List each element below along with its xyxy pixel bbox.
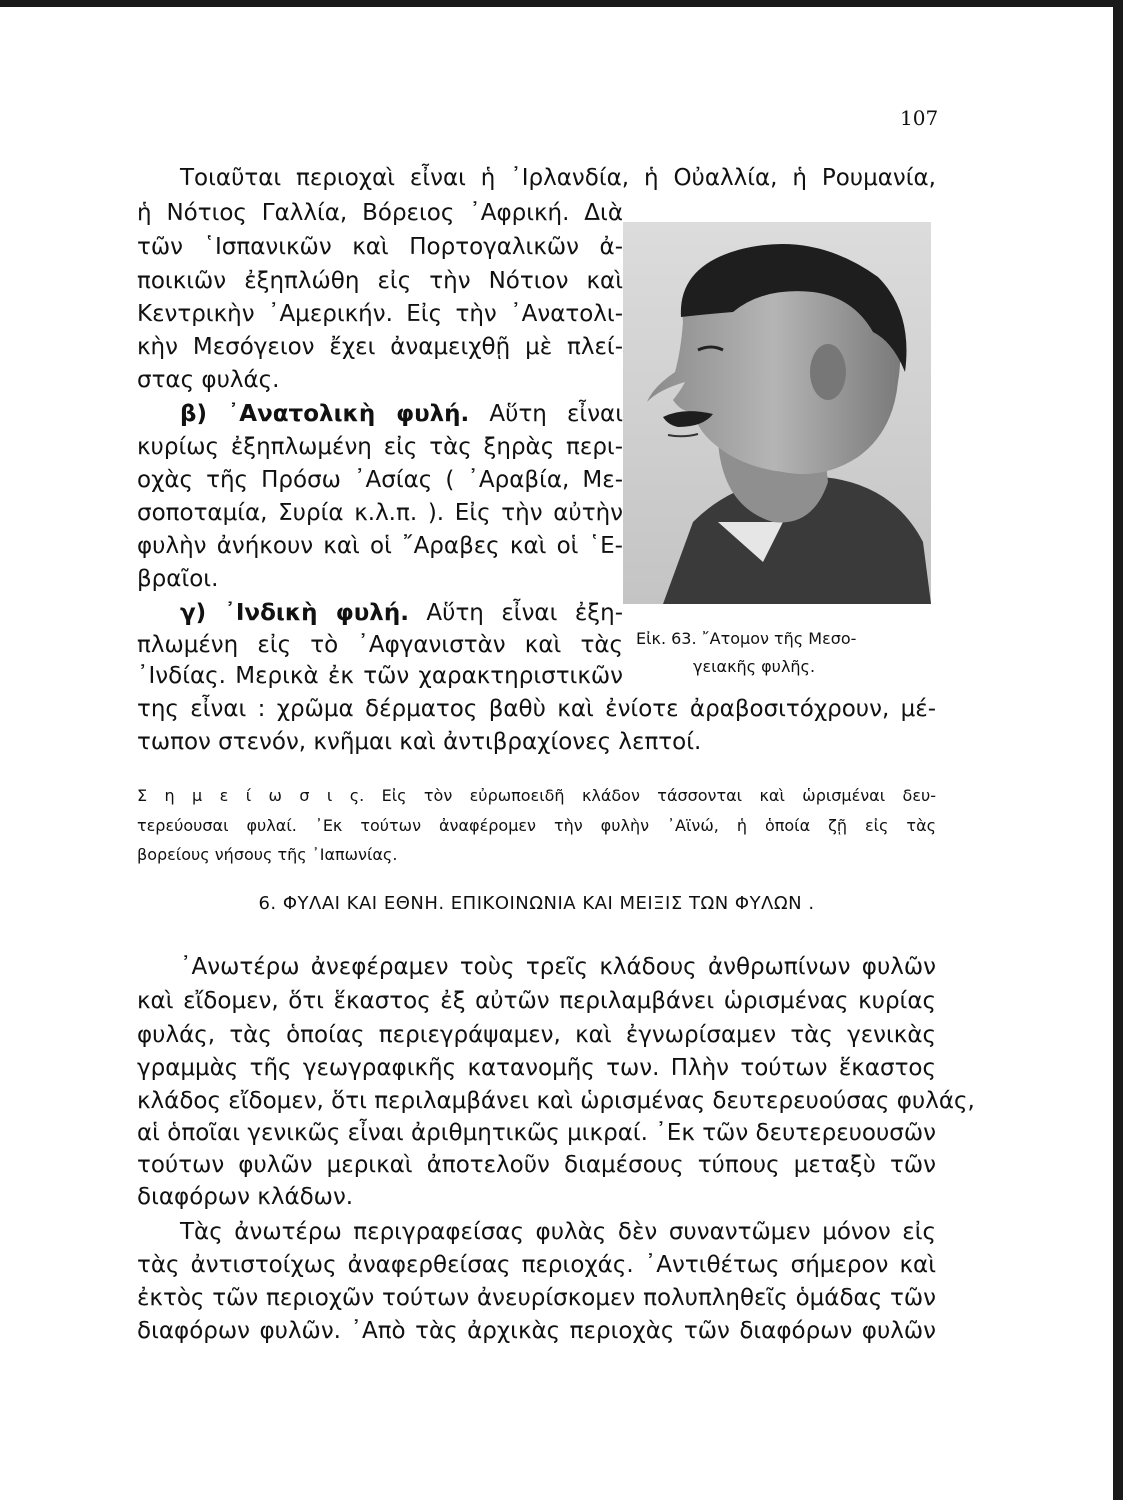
text-line: σοποταμία, Συρία κ.λ.π. ). Εἰς τὴν αὐτὴν [137, 500, 623, 526]
note-label: Σ η μ ε ί ω σ ι ς. [137, 786, 365, 805]
figure-caption-line1: Εἰκ. 63. ῎Ατομον τῆς Μεσο- [636, 629, 857, 648]
text-line: φυλὴν ἀνήκουν καὶ οἱ ῎Αραβες καὶ οἱ ῾Ε- [137, 533, 623, 559]
note-first-line [137, 784, 936, 808]
section-heading: 6. ΦΥΛΑΙ ΚΑΙ ΕΘΝΗ. ΕΠΙΚΟΙΝΩΝΙΑ ΚΑΙ ΜΕΙΞΙΣ ΤΩΝ ΦΥΛΩΝ . [258, 893, 815, 914]
scan-right-edge [1113, 0, 1123, 1500]
text-line: γραμμὰς τῆς γεωγραφικῆς κατανομῆς των. Πλὴν τούτων ἕκαστος [137, 1055, 936, 1081]
beta-first-line [180, 398, 623, 430]
beta-heading: β) ᾿Ανατολικὴ φυλή. [180, 401, 470, 427]
text-line: στας φυλάς. [137, 367, 280, 393]
text-line: Τοιαῦται περιοχαὶ εἶναι ἡ ᾿Ιρλανδία, ἡ Οὐαλλία, ἡ Ρουμανία, [180, 165, 936, 191]
scan-top-edge [0, 0, 1123, 7]
text-line: διαφόρων φυλῶν. ᾿Απὸ τὰς ἀρχικὰς περιοχὰς τῶν διαφόρων φυλῶν [137, 1318, 936, 1344]
text-line: καὶ εἴδομεν, ὅτι ἕκαστος ἐξ αὐτῶν περιλαμβάνει ὡρισμένας κυρίας [137, 988, 936, 1014]
portrait-figure [623, 222, 931, 604]
text-line: ᾿Ινδίας. Μερικὰ ἐκ τῶν χαρακτηριστικῶν [137, 663, 623, 689]
text-line: Τὰς ἀνωτέρω περιγραφείσας φυλὰς δὲν συναντῶμεν μόνον εἰς [180, 1219, 936, 1245]
text-line: πλωμένη εἰς τὸ ᾿Αφγανιστὰν καὶ τὰς [137, 632, 623, 658]
text-line: κὴν Μεσόγειον ἔχει ἀναμειχθῇ μὲ πλεί- [137, 334, 623, 360]
text-line: κλάδος εἴδομεν, ὅτι περιλαμβάνει καὶ ὡρισμένας δευτερευούσας φυλάς, [137, 1088, 975, 1114]
text-line: τῶν ῾Ισπανικῶν καὶ Πορτογαλικῶν ἀ- [137, 234, 623, 260]
text-line: βραῖοι. [137, 566, 219, 592]
gamma-heading: γ) ᾿Ινδικὴ φυλή. [180, 600, 409, 626]
note-first-rest: Εἰς τὸν εὐρωποειδῆ κλάδον τάσσονται καὶ ὡρισμέναι δευ- [381, 786, 937, 805]
beta-first-rest: Αὕτη εἶναι [489, 401, 623, 427]
text-line: τὰς ἀντιστοίχως ἀναφερθείσας περιοχάς. ᾿Αντιθέτως σήμερον καὶ [137, 1252, 936, 1278]
text-line: της εἶναι : χρῶμα δέρματος βαθὺ καὶ ἐνίοτε ἀραβοσιτόχρουν, μέ- [137, 696, 936, 722]
figure-caption-line2: γειακῆς φυλῆς. [693, 657, 816, 676]
gamma-first-rest: Αὕτη εἶναι ἐξη- [426, 600, 623, 626]
text-line: ἐκτὸς τῶν περιοχῶν τούτων ἀνευρίσκομεν πολυπληθεῖς ὁμάδας τῶν [137, 1285, 936, 1311]
text-line: αἱ ὁποῖαι γενικῶς εἶναι ἀριθμητικῶς μικραί. ᾿Εκ τῶν δευτερευουσῶν [137, 1120, 936, 1146]
text-line: ᾿Ανωτέρω ἀνεφέραμεν τοὺς τρεῖς κλάδους ἀνθρωπίνων φυλῶν [180, 954, 936, 980]
text-line: οχὰς τῆς Πρόσω ᾿Ασίας ( ᾿Αραβία, Με- [137, 467, 623, 493]
text-line: φυλάς, τὰς ὁποίας περιεγράψαμεν, καὶ ἐγνωρίσαμεν τὰς γενικὰς [137, 1022, 936, 1048]
text-line: ποικιῶν ἐξηπλώθη εἰς τὴν Νότιον καὶ [137, 268, 623, 294]
gamma-first-line [180, 597, 623, 629]
text-line: Κεντρικὴν ᾿Αμερικήν. Εἰς τὴν ᾿Ανατολι- [137, 301, 623, 327]
text-line: διαφόρων κλάδων. [137, 1184, 354, 1210]
text-line: τωπον στενόν, κνῆμαι καὶ ἀντιβραχίονες λεπτοί. [137, 729, 702, 755]
text-line: κυρίως ἐξηπλωμένη εἰς τὰς ξηρὰς περι- [137, 434, 623, 460]
page-number: 107 [900, 106, 939, 130]
portrait-icon [623, 222, 931, 604]
note-line: βορείους νήσους τῆς ᾿Ιαπωνίας. [137, 845, 398, 864]
text-line: ἡ Νότιος Γαλλία, Βόρειος ᾿Αφρική. Διὰ [137, 200, 623, 226]
text-line: τούτων φυλῶν μερικαὶ ἀποτελοῦν διαμέσους τύπους μεταξὺ τῶν [137, 1152, 936, 1178]
note-line: τερεύουσαι φυλαί. ᾿Εκ τούτων ἀναφέρομεν τὴν φυλὴν ᾿Αϊνώ, ἡ ὁποία ζῇ εἰς τὰς [137, 816, 936, 835]
